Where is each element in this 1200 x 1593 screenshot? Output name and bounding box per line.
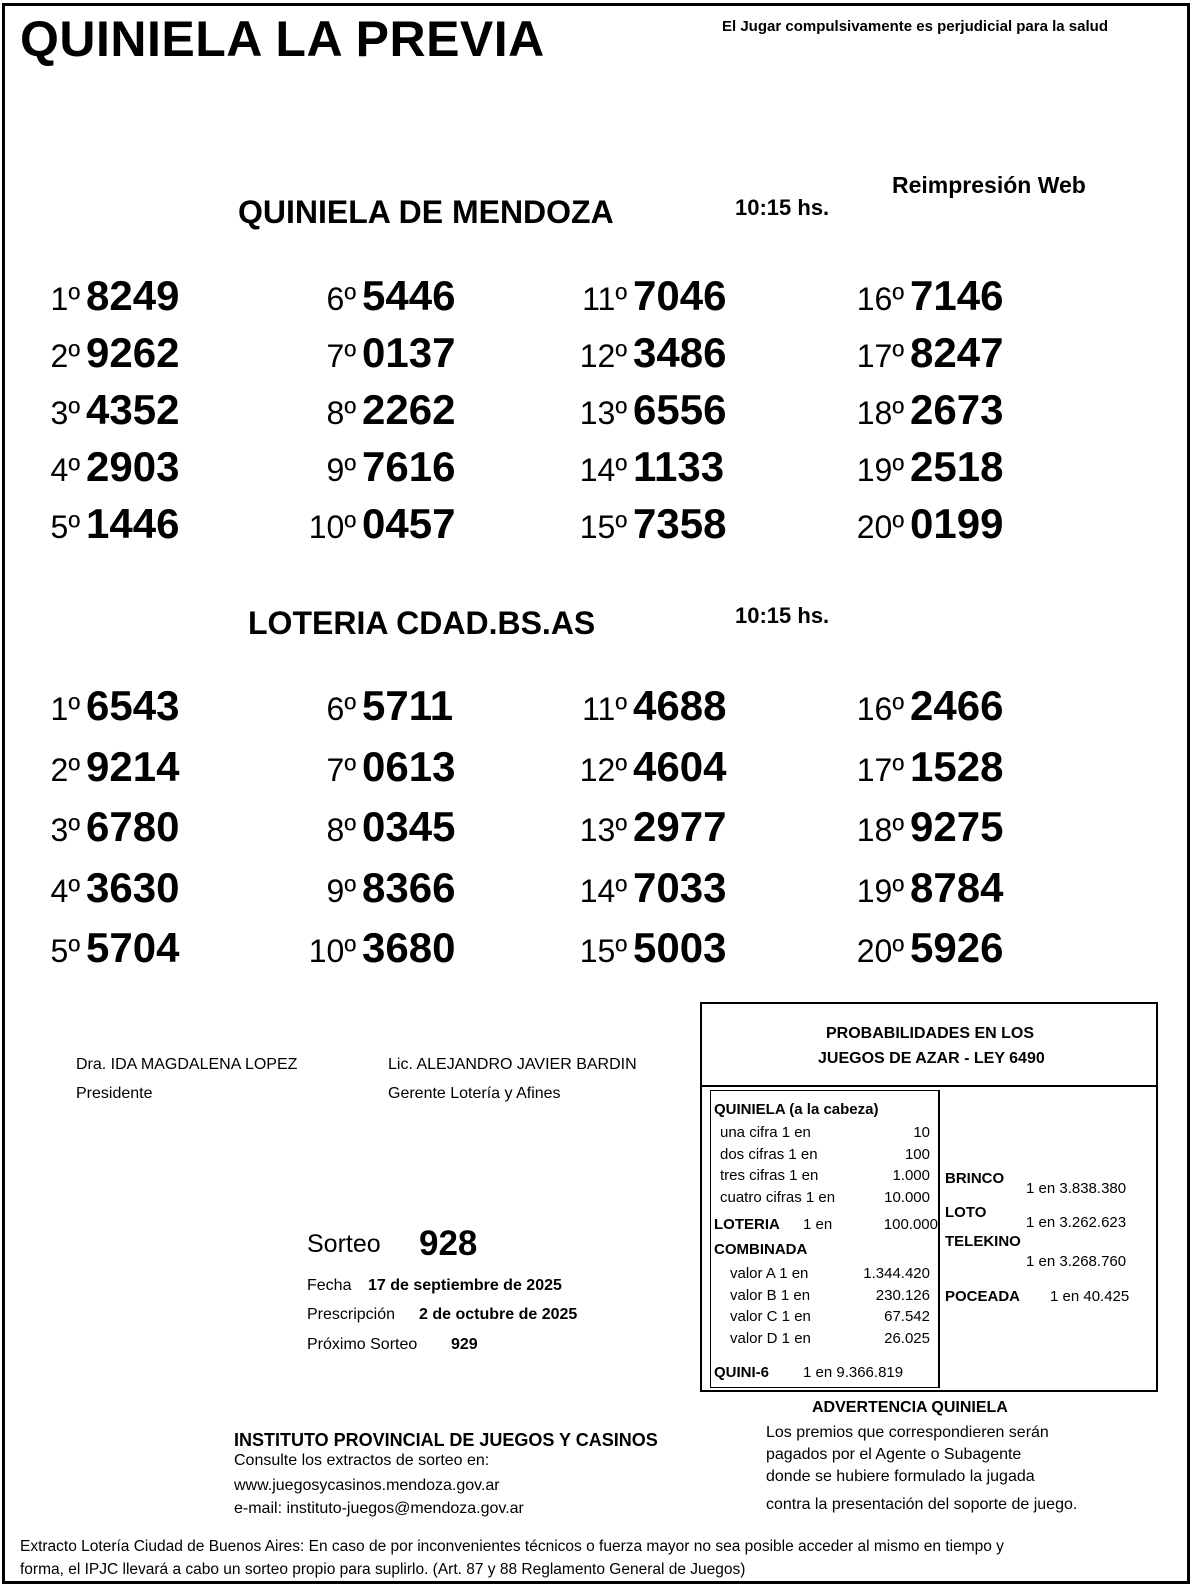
- prob-quiniela-title: QUINIELA (a la cabeza): [714, 1101, 879, 1118]
- result-item: [834, 924, 1003, 972]
- page-title: QUINIELA LA PREVIA: [20, 11, 545, 67]
- result-position: 19º: [856, 452, 904, 488]
- prob-loto-label: LOTO: [945, 1204, 987, 1221]
- mendoza-time: 10:15 hs.: [735, 195, 830, 220]
- result-position: 20º: [856, 933, 904, 969]
- prob-row-label: valor A 1 en: [730, 1265, 809, 1282]
- signature-right-role: Gerente Lotería y Afines: [388, 1085, 561, 1102]
- result-number: 7033: [633, 863, 727, 911]
- result-item: [557, 443, 724, 491]
- result-position: 12º: [579, 751, 627, 788]
- result-number: 1446: [86, 500, 180, 547]
- result-position: 5º: [50, 509, 80, 545]
- prob-row-value: 100: [904, 1145, 930, 1163]
- result-position: 4º: [50, 872, 80, 909]
- result-position: 13º: [579, 395, 627, 431]
- prob-row-label: valor B 1 en: [730, 1286, 811, 1304]
- result-position: 7º: [326, 338, 356, 374]
- result-number: 2518: [910, 443, 1004, 490]
- result-item: [10, 682, 179, 730]
- result-item: [286, 924, 455, 972]
- result-item: [557, 864, 726, 912]
- institute-consult: Consulte los extractos de sorteo en:: [234, 1452, 490, 1469]
- prob-telekino-value: 1 en 3.268.760: [1026, 1253, 1127, 1270]
- result-number: 0457: [362, 500, 456, 547]
- reprint-label: Reimpresión Web: [892, 172, 1086, 198]
- loteria-time: 10:15 hs.: [735, 603, 830, 628]
- prob-loteria-value: 100.000: [883, 1216, 938, 1233]
- result-item: [10, 500, 179, 548]
- result-number: 0613: [362, 742, 456, 790]
- result-position: 3º: [50, 395, 80, 431]
- result-position: 7º: [326, 751, 356, 788]
- prob-row-label: valor C 1 en: [730, 1308, 811, 1325]
- prescription-label: Prescripción: [307, 1306, 396, 1323]
- prob-row-label: cuatro cifras 1 en: [720, 1188, 836, 1206]
- result-number: 7358: [633, 500, 727, 547]
- footer-line-1: Extracto Lotería Ciudad de Buenos Aires: En caso de por inconvenientes técnicos o fuerza mayor no sea posible acceder al mismo en tiempo y: [20, 1538, 1004, 1555]
- result-number: 9214: [86, 742, 180, 790]
- result-item: [834, 443, 1003, 491]
- result-item: [557, 386, 726, 434]
- loteria-title: LOTERIA CDAD.BS.AS: [248, 605, 596, 641]
- result-position: 1º: [50, 281, 80, 317]
- result-item: [557, 924, 726, 972]
- result-item: [286, 272, 455, 320]
- result-number: 5711: [362, 682, 454, 729]
- signature-left-name: Dra. IDA MAGDALENA LOPEZ: [76, 1056, 298, 1073]
- result-item: [834, 329, 1003, 377]
- result-number: 0345: [362, 803, 456, 850]
- prob-poceada-value: 1 en 40.425: [1050, 1288, 1130, 1305]
- advert-title: ADVERTENCIA QUINIELA: [812, 1399, 1008, 1416]
- result-item: [286, 386, 455, 434]
- result-number: 8366: [362, 863, 456, 911]
- prob-telekino-label: TELEKINO: [945, 1233, 1021, 1250]
- prob-brinco-value: 1 en 3.838.380: [1026, 1180, 1127, 1197]
- result-item: [557, 272, 726, 320]
- result-item: [557, 743, 726, 791]
- result-position: 17º: [856, 338, 904, 374]
- result-item: [286, 500, 455, 548]
- result-number: 8249: [86, 272, 180, 319]
- result-number: 4604: [633, 742, 727, 790]
- result-item: [10, 272, 179, 320]
- result-number: 3680: [362, 924, 456, 971]
- prob-row-label: dos cifras 1 en: [720, 1145, 818, 1163]
- result-item: [834, 500, 1003, 548]
- result-position: 14º: [579, 872, 627, 909]
- prob-quini6-value: 1 en 9.366.819: [803, 1364, 904, 1381]
- mendoza-title: QUINIELA DE MENDOZA: [238, 194, 614, 230]
- signature-right-name: Lic. ALEJANDRO JAVIER BARDIN: [388, 1056, 637, 1073]
- result-number: 1528: [910, 742, 1004, 790]
- result-number: 2977: [633, 803, 727, 850]
- advert-line-1: Los premios que correspondieren serán: [766, 1424, 1049, 1441]
- result-item: [10, 329, 179, 377]
- result-number: 7616: [362, 443, 456, 490]
- prob-loto-value: 1 en 3.262.623: [1026, 1214, 1127, 1231]
- result-number: 5446: [362, 272, 456, 319]
- prob-row-value: 230.126: [875, 1286, 930, 1304]
- result-position: 4º: [50, 452, 80, 488]
- result-position: 6º: [326, 281, 356, 317]
- health-warning: El Jugar compulsivamente es perjudicial para la salud: [722, 18, 1108, 35]
- result-position: 12º: [579, 338, 627, 374]
- result-item: [10, 443, 179, 491]
- result-number: 6556: [633, 386, 727, 433]
- result-position: 10º: [308, 933, 356, 969]
- result-number: 7046: [633, 272, 727, 319]
- prob-loteria-label: LOTERIA: [714, 1216, 780, 1233]
- prob-row-value: 10.000: [884, 1188, 930, 1206]
- prob-row-value: 26.025: [884, 1329, 930, 1347]
- prob-row-value: 10: [913, 1124, 930, 1141]
- advert-line-3: donde se hubiere formulado la jugada: [766, 1468, 1035, 1485]
- institute-name: INSTITUTO PROVINCIAL DE JUEGOS Y CASINOS: [234, 1430, 658, 1450]
- next-draw-label: Próximo Sorteo: [307, 1336, 418, 1353]
- prob-row-label: tres cifras 1 en: [720, 1167, 819, 1184]
- result-position: 2º: [50, 338, 80, 374]
- result-item: [557, 803, 726, 851]
- signature-left-role: Presidente: [76, 1085, 153, 1102]
- result-position: 16º: [856, 691, 904, 727]
- prob-poceada-label: POCEADA: [945, 1288, 1021, 1305]
- prob-loteria-en: 1 en: [803, 1216, 833, 1233]
- draw-number: 928: [419, 1224, 478, 1263]
- next-draw-number: 929: [451, 1336, 478, 1353]
- result-number: 4688: [633, 682, 727, 729]
- result-position: 2º: [50, 751, 80, 788]
- result-position: 10º: [308, 509, 356, 545]
- result-number: 1133: [633, 443, 725, 490]
- result-position: 19º: [856, 872, 904, 909]
- result-number: 7146: [910, 272, 1004, 319]
- result-item: [286, 443, 455, 491]
- result-item: [834, 743, 1003, 791]
- result-number: 5704: [86, 924, 180, 971]
- draw-date-label: Fecha: [307, 1277, 352, 1294]
- result-number: 2903: [86, 443, 180, 490]
- result-item: [834, 803, 1003, 851]
- result-position: 20º: [856, 509, 904, 545]
- result-number: 8784: [910, 863, 1004, 911]
- result-position: 18º: [856, 395, 904, 431]
- result-number: 5926: [910, 924, 1004, 971]
- result-position: 15º: [579, 509, 627, 545]
- prob-row-label: una cifra 1 en: [720, 1124, 811, 1141]
- result-number: 3630: [86, 863, 180, 911]
- result-number: 9262: [86, 329, 180, 376]
- result-item: [10, 803, 179, 851]
- result-item: [10, 743, 179, 791]
- prob-title-1: PROBABILIDADES EN LOS: [826, 1025, 1035, 1042]
- result-item: [834, 864, 1003, 912]
- result-position: 8º: [326, 395, 356, 431]
- result-position: 16º: [856, 281, 904, 317]
- result-number: 0137: [362, 329, 456, 376]
- result-position: 9º: [326, 452, 356, 488]
- institute-website[interactable]: www.juegosycasinos.mendoza.gov.ar: [234, 1477, 500, 1494]
- result-position: 9º: [326, 872, 356, 909]
- result-position: 3º: [50, 812, 80, 848]
- result-item: [10, 864, 179, 912]
- result-position: 14º: [579, 452, 627, 488]
- result-item: [286, 864, 455, 912]
- prob-row-label: valor D 1 en: [730, 1329, 811, 1347]
- result-position: 17º: [856, 751, 904, 788]
- draw-date: 17 de septiembre de 2025: [368, 1277, 562, 1294]
- prob-row-value: 1.344.420: [863, 1265, 930, 1282]
- result-item: [10, 924, 179, 972]
- result-item: [286, 803, 455, 851]
- result-number: 5003: [633, 924, 727, 971]
- result-item: [557, 500, 726, 548]
- result-number: 4352: [86, 386, 180, 433]
- result-number: 8247: [910, 329, 1004, 376]
- draw-label: Sorteo: [307, 1230, 381, 1258]
- prob-row-value: 67.542: [884, 1308, 930, 1325]
- result-item: [834, 272, 1003, 320]
- result-item: [834, 386, 1003, 434]
- result-item: [286, 329, 455, 377]
- result-position: 11º: [582, 281, 627, 317]
- result-position: 11º: [582, 691, 627, 727]
- result-position: 18º: [856, 812, 904, 848]
- result-number: 2262: [362, 386, 456, 433]
- result-number: 3486: [633, 329, 727, 376]
- advert-line-2: pagados por el Agente o Subagente: [766, 1446, 1022, 1463]
- result-item: [557, 329, 726, 377]
- result-number: 9275: [910, 803, 1004, 850]
- footer-line-2: forma, el IPJC llevará a cabo un sorteo propio para suplirlo. (Art. 87 y 88 Reglamento General de Juegos): [20, 1561, 746, 1578]
- result-number: 6543: [86, 682, 180, 729]
- institute-email[interactable]: e-mail: instituto-juegos@mendoza.gov.ar: [234, 1500, 524, 1517]
- prob-combinada-title: COMBINADA: [714, 1241, 808, 1258]
- result-position: 5º: [50, 933, 80, 969]
- probabilities-divider: [700, 1085, 1158, 1087]
- result-item: [557, 682, 726, 730]
- prescription-date: 2 de octubre de 2025: [419, 1306, 578, 1323]
- result-position: 1º: [50, 691, 80, 727]
- prob-title-2: JUEGOS DE AZAR - LEY 6490: [818, 1050, 1045, 1067]
- result-number: 2673: [910, 386, 1004, 433]
- result-item: [286, 682, 453, 730]
- result-position: 8º: [326, 812, 356, 848]
- prob-brinco-label: BRINCO: [945, 1170, 1005, 1187]
- prob-quini6-label: QUINI-6: [714, 1364, 770, 1381]
- result-number: 0199: [910, 500, 1004, 547]
- prob-row-value: 1.000: [892, 1167, 930, 1184]
- result-position: 6º: [326, 691, 356, 727]
- result-position: 15º: [579, 933, 627, 969]
- result-item: [10, 386, 179, 434]
- result-number: 6780: [86, 803, 180, 850]
- advert-line-4: contra la presentación del soporte de juego.: [766, 1496, 1078, 1513]
- result-number: 2466: [910, 682, 1004, 729]
- result-position: 13º: [579, 812, 627, 848]
- result-item: [286, 743, 455, 791]
- result-item: [834, 682, 1003, 730]
